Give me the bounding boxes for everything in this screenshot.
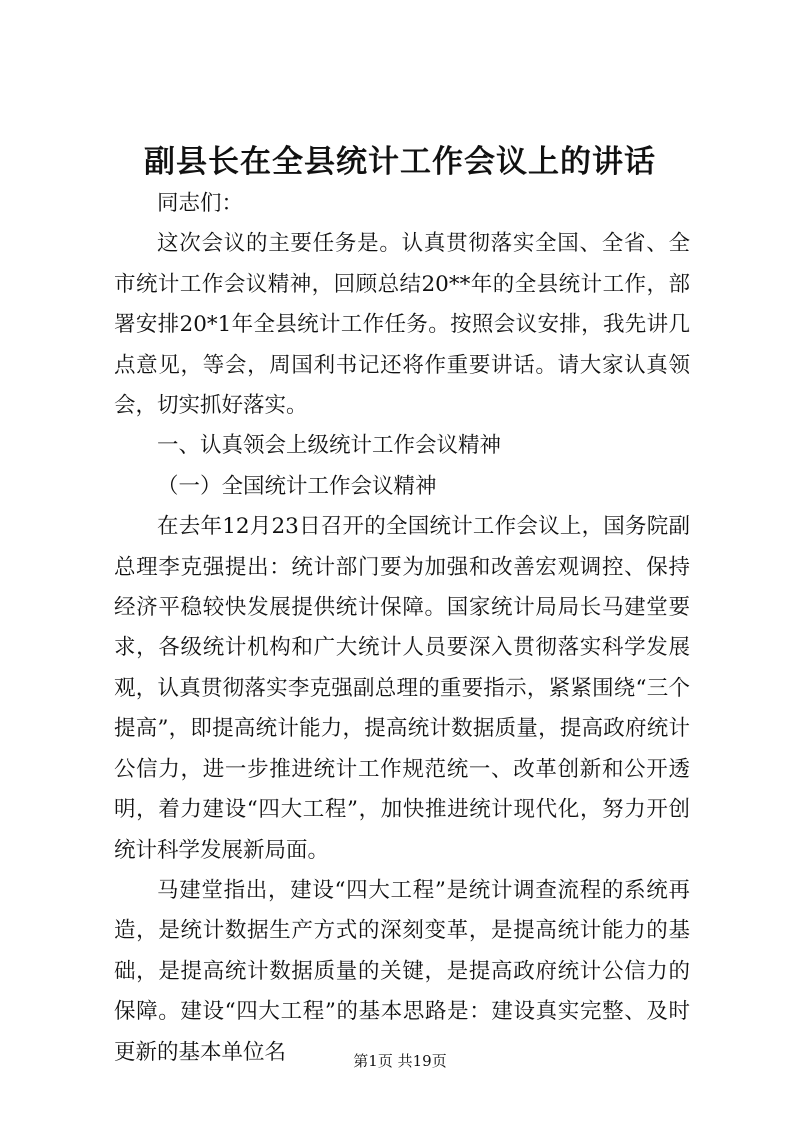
page-footer: 第1页 共19页 [353, 1052, 447, 1070]
body-paragraph: 马建堂指出，建设“四大工程”是统计调查流程的系统再造，是统计数据生产方式的深刻变革，是提高统计能力的基础，是提高统计数据质量的关键，是提高政府统计公信力的保障。建设“四大工程”的基本思路是：建设真实完整、及时更新的基本单位名 [114, 877, 690, 1065]
section-heading-1: 一、认真领会上级统计工作会议精神 [157, 433, 502, 459]
salutation-paragraph: 同志们： [157, 191, 244, 216]
document-body [114, 184, 690, 1073]
subsection-heading-1: （一）全国统计工作会议精神 [157, 473, 437, 499]
body-paragraph: 在去年12月23日召开的全国统计工作会议上，国务院副总理李克强提出：统计部门要为加强和改善宏观调控、保持经济平稳较快发展提供统计保障。国家统计局局长马建堂要求，各级统计机构和广大统计人员要深入贯彻落实科学发展观，认真贯彻落实李克强副总理的重要指示，紧紧围绕“三个提高”，即提高统计能力，提高统计数据质量，提高政府统计公信力，进一步推进统计工作规范统一、改革创新和公开透明，着力建设“四大工程”，加快推进统计现代化，努力开创统计科学发展新局面。 [114, 514, 690, 863]
intro-paragraph: 这次会议的主要任务是。认真贯彻落实全国、全省、全市统计工作会议精神，回顾总结20**年的全县统计工作，部署安排20*1年全县统计工作任务。按照会议安排，我先讲几点意见，等会，周国利书记还将作重要讲话。请大家认真领会，切实抓好落实。 [114, 231, 690, 419]
document-title: 副县长在全县统计工作会议上的讲话 [144, 144, 656, 180]
